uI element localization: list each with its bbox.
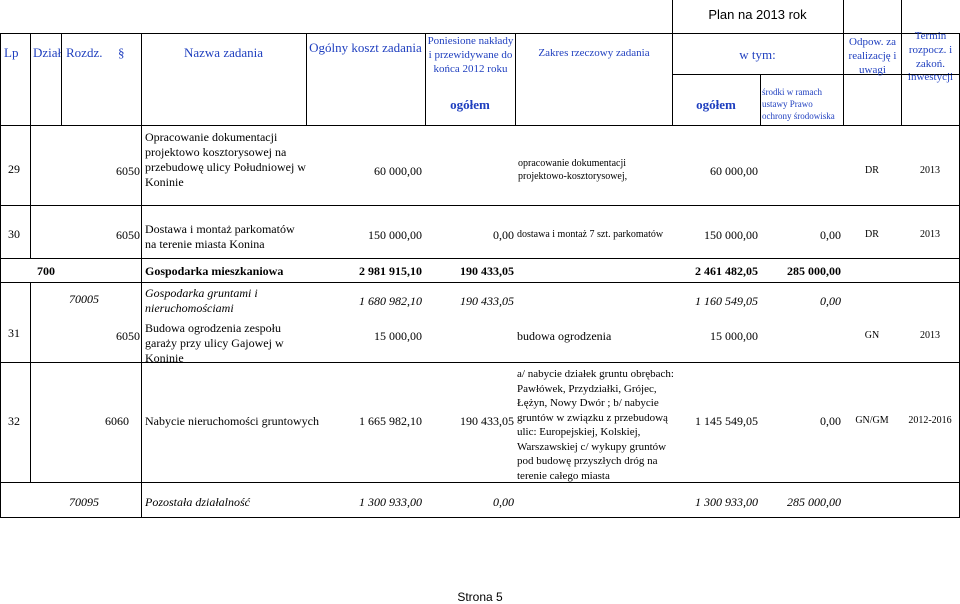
section-70005-srodki: 0,00 [820,294,841,308]
section-70095-poniesione: 0,00 [493,495,514,509]
row-29-termin: 2013 [920,165,940,176]
section-700-nazwa: Gospodarka mieszkaniowa [145,264,284,278]
row-29-rozdz: 6050 [116,164,140,178]
row-32-lp: 32 [8,414,20,428]
row-31-zakres: budowa ogrodzenia [517,329,612,343]
page-number: Strona 5 [457,590,503,604]
grid-line [0,33,1,517]
grid-line [30,282,31,362]
grid-line [0,258,960,259]
row-29-ogolem: 60 000,00 [710,164,758,178]
header-zakres: Zakres rzeczowy zadania [538,47,650,59]
section-700-dzial: 700 [37,264,55,278]
plan-title: Plan na 2013 rok [708,7,807,22]
section-70005-nazwa: Gospodarka gruntami i nieruchomościami [145,286,258,315]
row-29-nazwa: Opracowanie dokumentacji projektowo kosztorysowej na przebudowę ulicy Południowej w Koninie [145,130,306,189]
row-32-rozdz: 6060 [105,414,129,428]
section-70095-ogolem: 1 300 933,00 [695,495,758,509]
grid-line [141,33,142,517]
row-29-odpow: DR [865,165,879,176]
row-32-srodki: 0,00 [820,414,841,428]
section-700-srodki: 285 000,00 [787,264,841,278]
row-31-lp: 31 [8,326,20,340]
grid-line [760,74,761,125]
grid-line [0,33,960,34]
grid-line [0,482,960,483]
row-30-odpow: DR [865,229,879,240]
grid-line [30,33,31,258]
grid-line [515,33,516,125]
section-700-ogolem: 2 461 482,05 [695,264,758,278]
section-70095-nazwa: Pozostała działalność [145,495,251,509]
section-70005-rozdz: 70005 [69,292,99,306]
row-29-zakres: opracowanie dokumentacji projektowo-kosztorysowej, [518,158,628,182]
row-32-koszt: 1 665 982,10 [359,414,422,428]
header-termin: Termin rozpocz. i zakoń. inwestycji [907,30,954,84]
grid-line [0,517,960,518]
header-rozdz: Rozdz. [66,45,103,60]
header-poniesione: Poniesione nakłady i przewidywane do końca 2012 roku [427,35,514,75]
row-32-odpow: GN/GM [855,415,889,426]
row-31-termin: 2013 [920,330,940,341]
row-30-nazwa: Dostawa i montaż parkomatów na terenie miasta Konina [145,222,295,251]
row-31-nazwa: Budowa ogrodzenia zespołu garaży przy ulicy Gajowej w Koninie [145,321,284,365]
section-700-poniesione: 190 433,05 [460,264,514,278]
row-30-termin: 2013 [920,229,940,240]
row-30-zakres: dostawa i montaż 7 szt. parkomatów [517,229,664,240]
row-32-zakres: a/ nabycie działek gruntu obrębach: Pawłówek, Przydziałki, Grójec, Łężyn, Nowy Dwór ; b/ nabycie gruntów w związku z przebudową ulic: Europejskiej, Kolskiej, Warszawskiej c/ wykupy gruntów pod budowę przyszłych dróg na terenie całego miasta [517,368,674,482]
row-30-poniesione: 0,00 [493,228,514,242]
grid-line [30,362,31,482]
row-31-odpow: GN [864,330,880,341]
grid-line [0,205,960,206]
row-32-poniesione: 190 433,05 [460,414,514,428]
row-31-ogolem: 15 000,00 [710,329,758,343]
header-srodki: środki w ramach ustawy Prawo ochrony środowiska [762,87,835,122]
header-ogolem-1: ogółem [450,97,490,112]
header-w-tym: w tym: [739,47,776,62]
row-31-rozdz: 6050 [116,329,140,343]
header-lp: Lp [4,45,19,60]
row-30-srodki: 0,00 [820,228,841,242]
section-70005-poniesione: 190 433,05 [460,294,514,308]
grid-line [0,362,960,363]
row-32-nazwa: Nabycie nieruchomości gruntowych [145,414,319,428]
section-70095-koszt: 1 300 933,00 [359,495,422,509]
row-29-lp: 29 [8,162,20,176]
row-30-ogolem: 150 000,00 [704,228,758,242]
grid-line [0,125,960,126]
section-70095-srodki: 285 000,00 [787,495,841,509]
header-ogolem-2: ogółem [696,97,736,112]
section-70005-ogolem: 1 160 549,05 [695,294,758,308]
row-30-rozdz: 6050 [116,228,140,242]
header-paragraph: § [118,45,125,60]
section-70095-rozdz: 70095 [69,495,99,509]
section-70005-koszt: 1 680 982,10 [359,294,422,308]
header-odpow: Odpow. za realizację i uwagi [848,36,897,76]
row-30-koszt: 150 000,00 [368,228,422,242]
header-nazwa: Nazwa zadania [183,45,264,60]
row-31-koszt: 15 000,00 [374,329,422,343]
row-32-termin: 2012-2016 [908,415,952,426]
row-30-lp: 30 [8,227,20,241]
header-ogolny-koszt: Ogólny koszt zadania [309,40,422,55]
row-29-koszt: 60 000,00 [374,164,422,178]
grid-line [0,282,960,283]
row-32-ogolem: 1 145 549,05 [695,414,758,428]
header-dzial: Dział [33,45,62,60]
section-700-koszt: 2 981 915,10 [359,264,422,278]
